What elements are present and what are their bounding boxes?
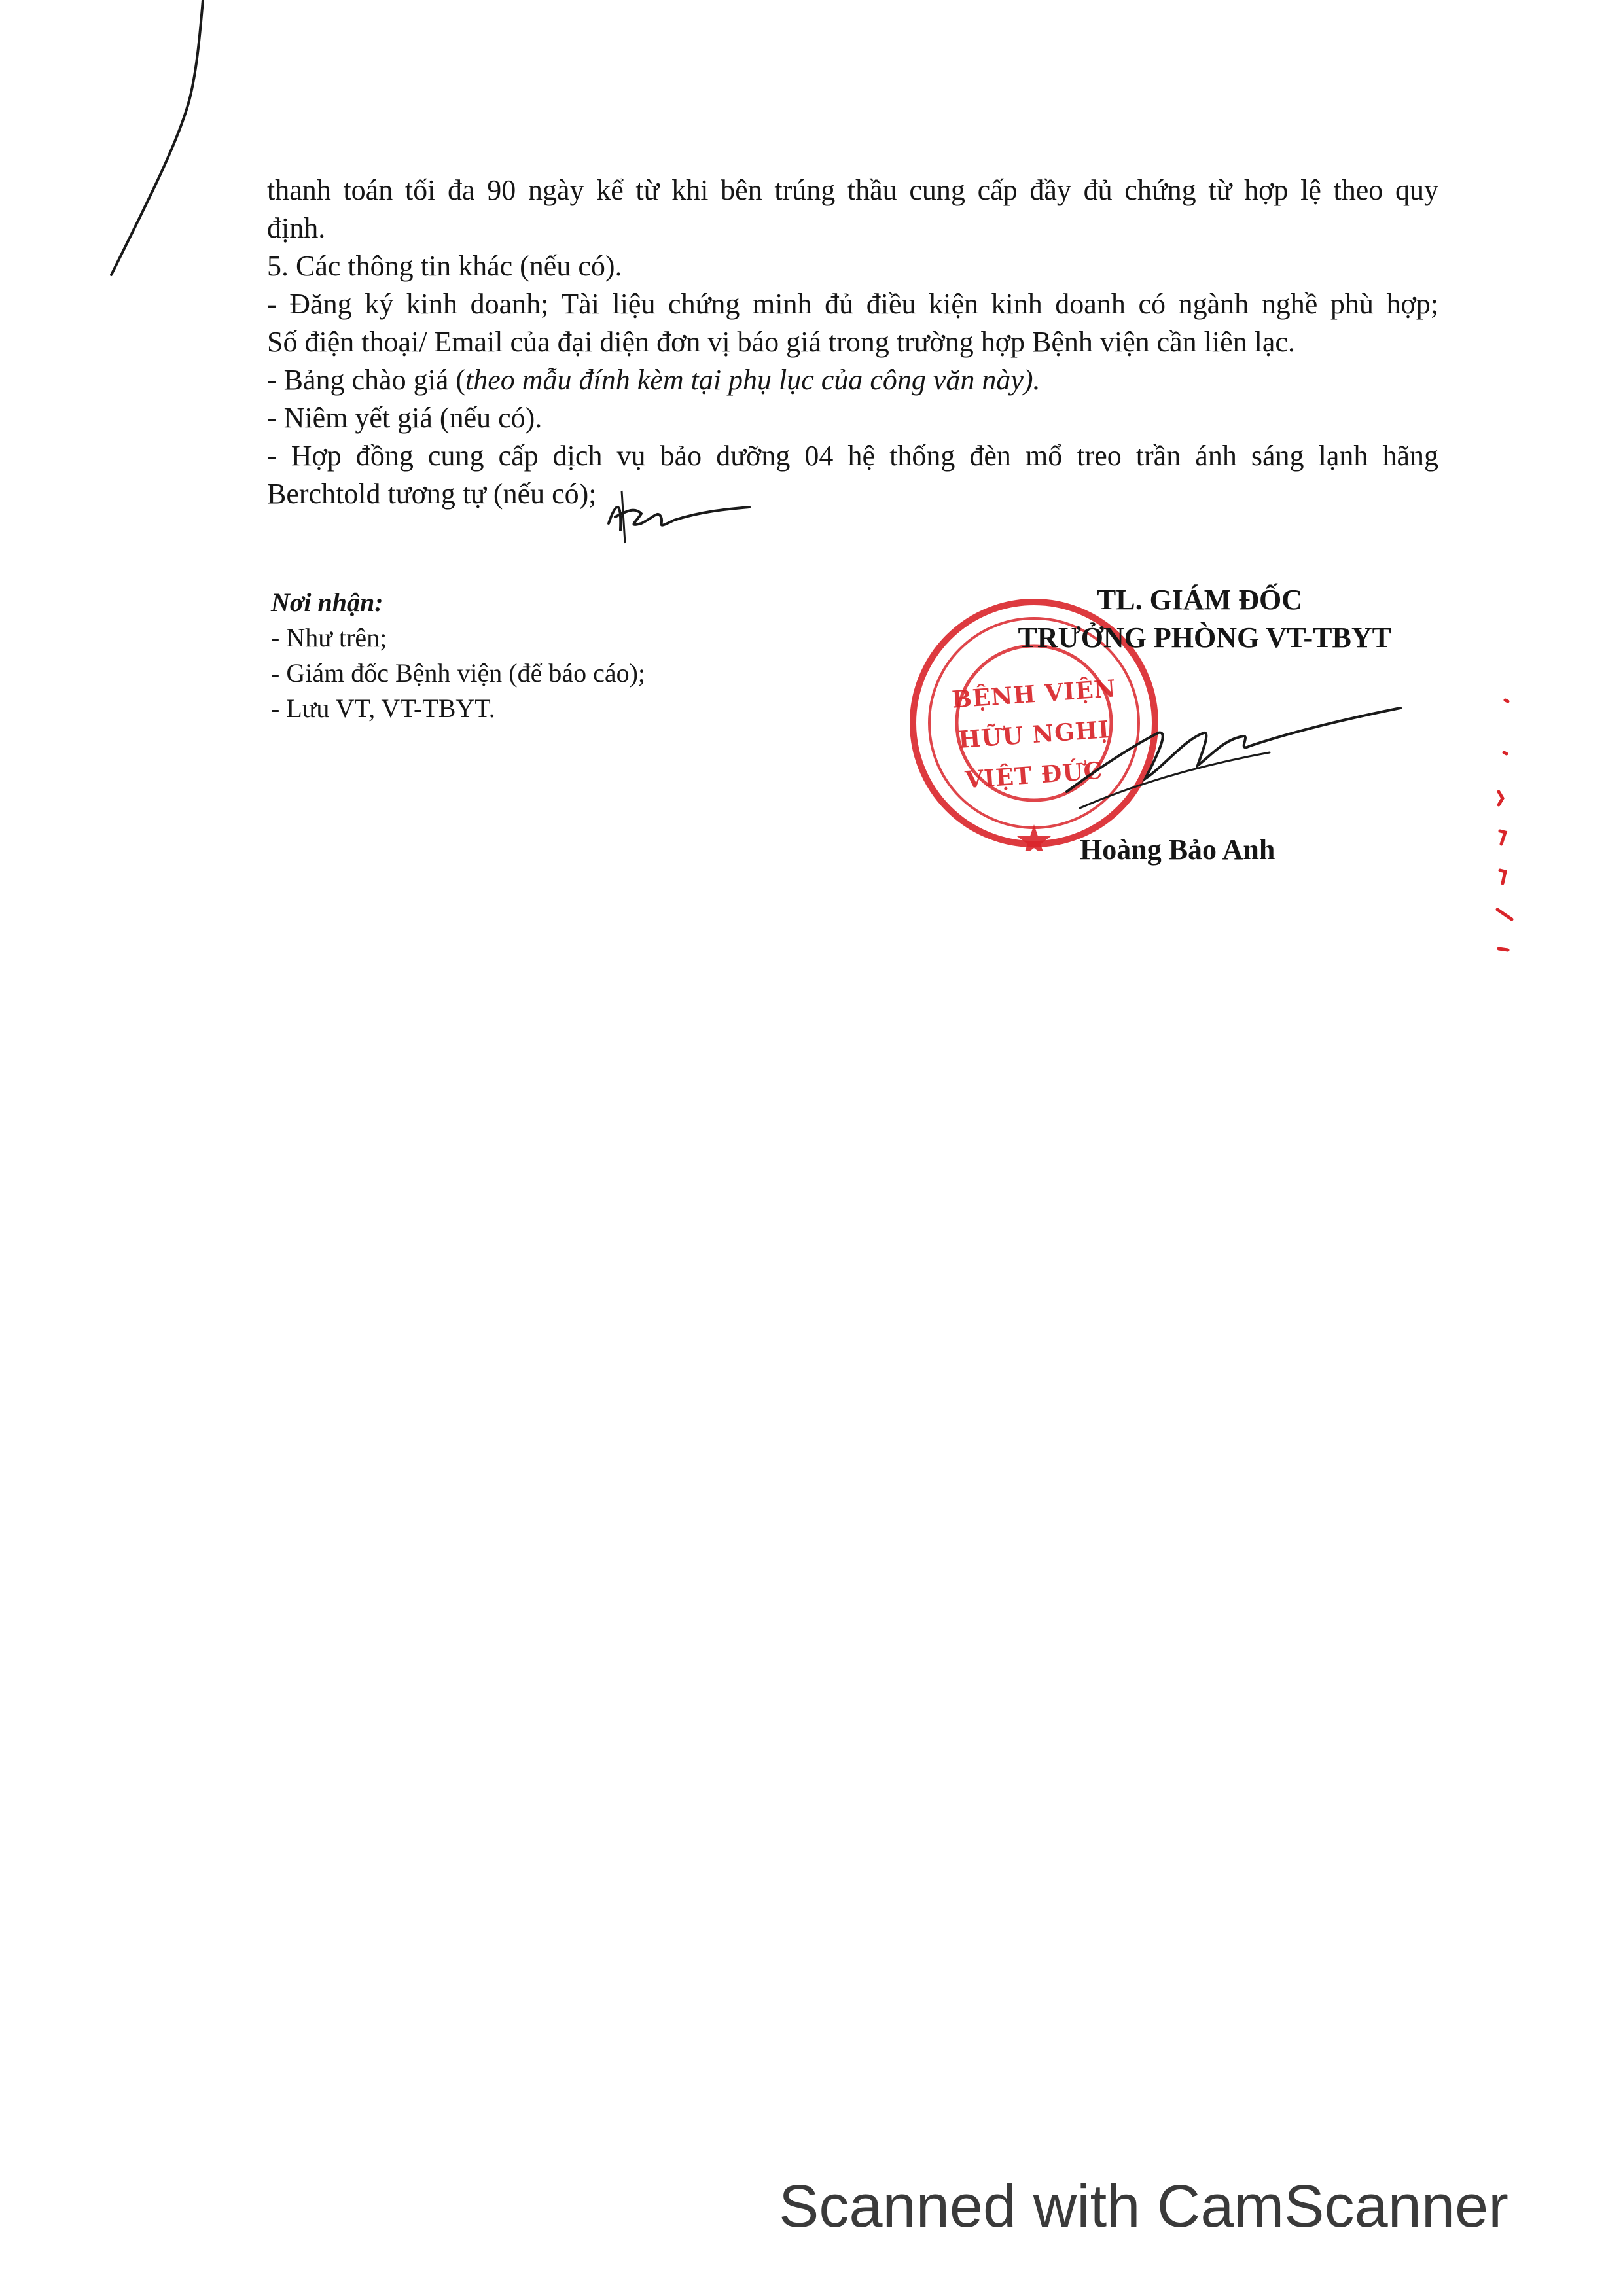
recipient-item: - Như trên; [271, 623, 387, 652]
signatory-position: TRƯỞNG PHÒNG VT-TBYT [1018, 622, 1391, 654]
body-line [267, 361, 1438, 399]
body-line: Berchtold tương tự (nếu có); [267, 478, 597, 510]
body-line: - Niêm yết giá (nếu có). [267, 402, 543, 434]
body-text [267, 171, 1438, 513]
signature-block [903, 576, 1427, 890]
body-line: định. [267, 212, 326, 244]
recipient-item: - Lưu VT, VT-TBYT. [271, 694, 495, 723]
recipient-item: - Giám đốc Bệnh viện (để báo cáo); [271, 658, 646, 688]
body-line-italic: theo mẫu đính kèm tại phụ lục của công văn này). [465, 364, 1041, 396]
stamp-text: VIỆT ĐỨC [964, 756, 1104, 794]
body-line: - Đăng ký kinh doanh; Tài liệu chứng minh đủ điều kiện kinh doanh có ngành nghề phù hợp; [267, 288, 1438, 320]
camscanner-watermark: Scanned with CamScanner [779, 2173, 1508, 2240]
body-line: Số điện thoại/ Email của đại diện đơn vị báo giá trong trường hợp Bệnh viện cần liên lạc. [267, 326, 1295, 358]
recipients-title: Nơi nhận: [271, 588, 383, 617]
edge-stamp-marks [1486, 694, 1525, 968]
section-heading: 5. Các thông tin khác (nếu có). [267, 250, 622, 282]
body-line: thanh toán tối đa 90 ngày kể từ khi bên trúng thầu cung cấp đầy đủ chứng từ hợp lệ theo quy [267, 174, 1438, 206]
signatory-name: Hoàng Bảo Anh [1080, 834, 1275, 866]
body-line-prefix: - Bảng chào giá ( [267, 364, 465, 396]
handwritten-signature [1054, 694, 1407, 824]
handwritten-initials [596, 478, 753, 550]
body-line: - Hợp đồng cung cấp dịch vụ bảo dưỡng 04 hệ thống đèn mổ treo trần ánh sáng lạnh hãng [267, 440, 1438, 472]
stamp-text: BỆNH VIỆN [951, 675, 1117, 714]
recipients-block [271, 585, 645, 726]
stamp-text: HỮU NGHỊ [957, 715, 1111, 754]
pen-stroke-mark [105, 0, 209, 288]
signatory-title: TL. GIÁM ĐỐC [1096, 584, 1302, 616]
